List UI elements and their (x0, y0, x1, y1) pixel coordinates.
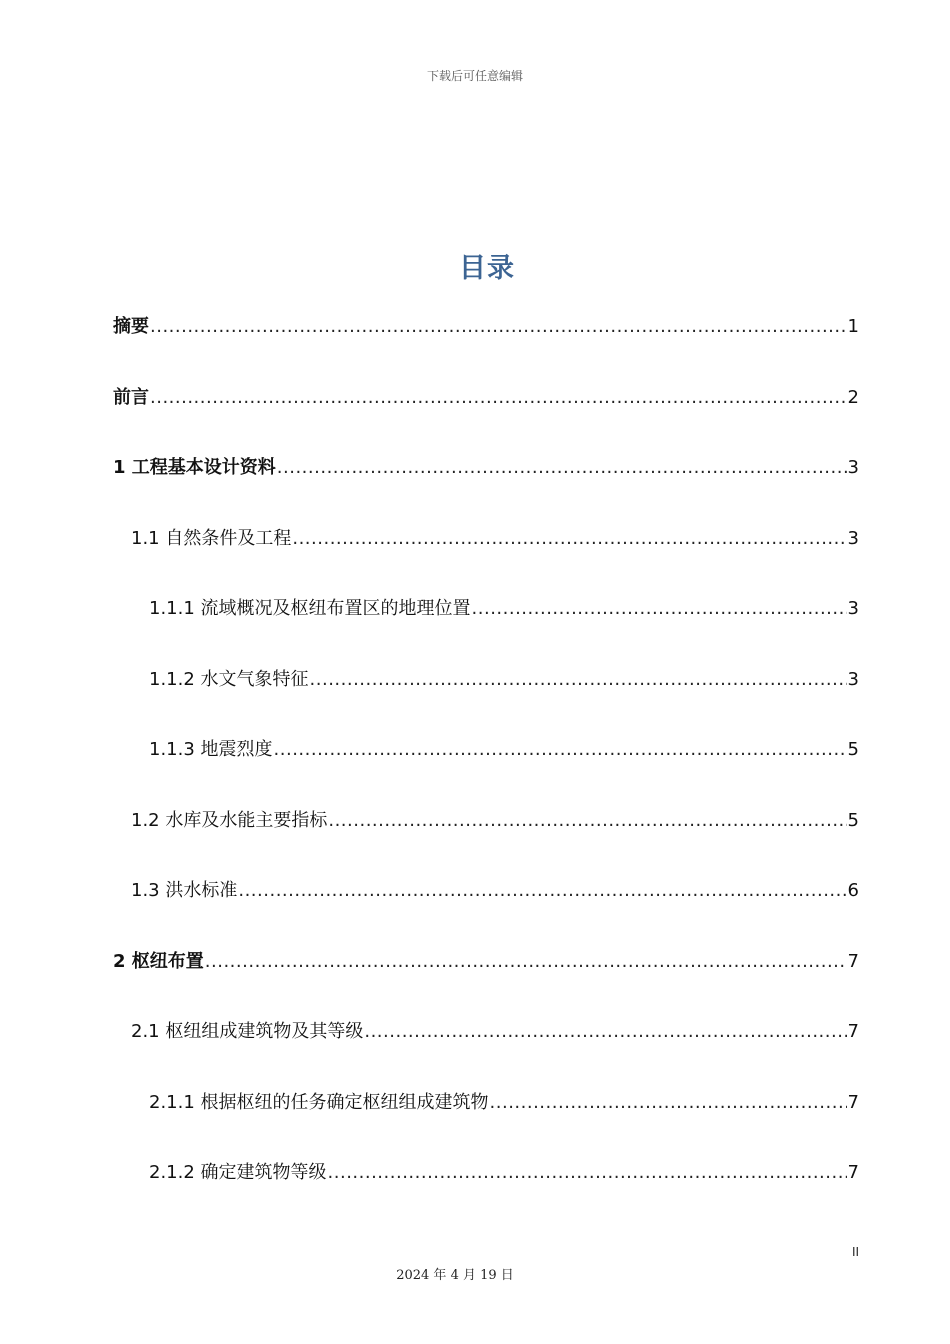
toc-entry-label: 摘要 (113, 316, 149, 337)
dot-leader (150, 387, 847, 408)
toc-entry-page: 5 (847, 809, 859, 831)
toc-entry-page: 7 (847, 1021, 859, 1042)
toc-entry[interactable] (113, 453, 859, 524)
dot-leader (274, 739, 847, 760)
toc-entry-label: 2.1.1 根据枢纽的任务确定枢纽组成建筑物 (149, 1091, 489, 1113)
dot-leader (490, 1092, 847, 1113)
dot-leader (238, 880, 846, 901)
toc-entry-label: 2.1.2 确定建筑物等级 (149, 1162, 327, 1183)
toc-entry-label: 2 枢纽布置 (113, 950, 204, 972)
toc-entry-label: 1.1.1 流域概况及枢纽布置区的地理位置 (149, 598, 471, 619)
dot-leader (328, 810, 846, 831)
toc-entry[interactable] (113, 947, 859, 1018)
toc-entry-page: 3 (847, 527, 859, 549)
toc-entry[interactable] (113, 1017, 859, 1088)
toc-entry-label: 1.2 水库及水能主要指标 (131, 809, 328, 831)
toc-entry[interactable] (113, 312, 859, 383)
toc-entry[interactable] (113, 806, 859, 877)
page-number: II (852, 1245, 860, 1259)
toc-entry[interactable] (113, 383, 859, 454)
dot-leader (472, 598, 847, 619)
toc-entry-page: 7 (847, 1162, 859, 1183)
toc-entry-label: 1.3 洪水标准 (131, 880, 238, 901)
toc-entry[interactable] (113, 665, 859, 736)
dot-leader (364, 1021, 846, 1042)
toc-entry[interactable] (113, 876, 859, 947)
toc-entry-page: 7 (847, 1091, 859, 1113)
toc-entry-page: 5 (847, 739, 859, 760)
toc-title: 目录 (459, 253, 515, 284)
toc-entry-label: 2.1 枢纽组成建筑物及其等级 (131, 1021, 364, 1042)
dot-leader (292, 528, 846, 549)
dot-leader (328, 1162, 847, 1183)
page-header: 下载后可任意编辑 (426, 69, 523, 83)
toc-entry-page: 7 (847, 950, 859, 972)
toc-entry-label: 1.1.2 水文气象特征 (149, 668, 309, 690)
toc-entry[interactable] (113, 1158, 859, 1229)
toc-entry[interactable] (113, 594, 859, 665)
toc-entry[interactable] (113, 524, 859, 595)
dot-leader (310, 669, 847, 690)
toc-entry[interactable] (113, 1088, 859, 1159)
toc-entry-page: 1 (847, 316, 859, 337)
table-of-contents (113, 312, 859, 1229)
toc-entry-page: 3 (847, 598, 859, 619)
toc-entry-label: 1.1.3 地震烈度 (149, 739, 273, 760)
toc-entry-page: 2 (847, 386, 859, 408)
dot-leader (277, 457, 847, 478)
toc-entry-label: 前言 (113, 386, 149, 408)
toc-entry-page: 3 (847, 668, 859, 690)
dot-leader (205, 951, 847, 972)
toc-entry[interactable] (113, 735, 859, 806)
toc-entry-label: 1 工程基本设计资料 (113, 457, 276, 478)
toc-entry-page: 6 (847, 880, 859, 901)
toc-entry-page: 3 (847, 457, 859, 478)
toc-entry-label: 1.1 自然条件及工程 (131, 527, 292, 549)
page-footer-date: 2024 年 4 月 19 日 (396, 1268, 514, 1283)
dot-leader (150, 316, 847, 337)
